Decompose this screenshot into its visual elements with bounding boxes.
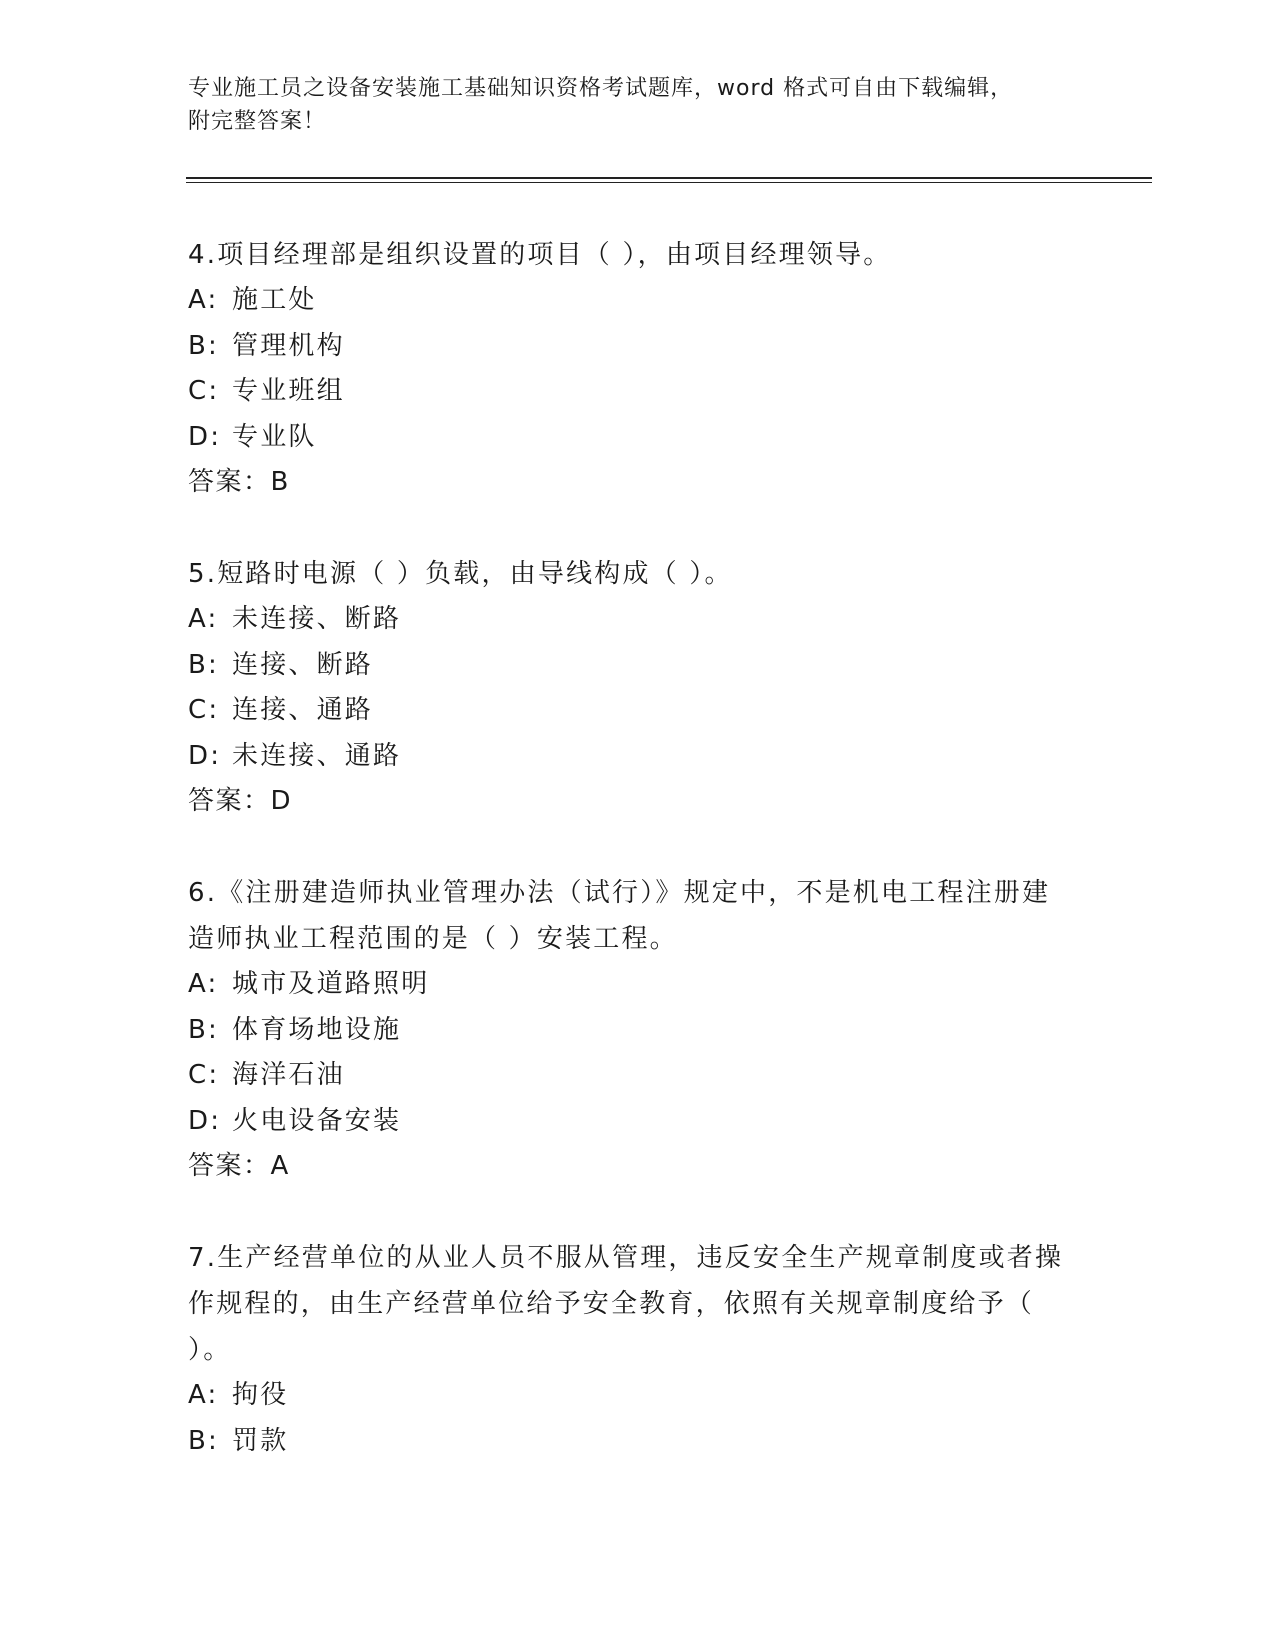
- option-a: [188, 1373, 1068, 1419]
- header-line-1: 专业施工员之设备安装施工基础知识资格考试题库，word 格式可自由下载编辑，: [188, 76, 1014, 101]
- option-letter: B:: [188, 649, 219, 680]
- header-rule-thick: [186, 177, 1152, 179]
- document-header: [188, 72, 1068, 138]
- option-text: 专业队: [232, 421, 317, 452]
- answer-line: 答案：D: [188, 786, 293, 816]
- option-b: [188, 643, 1068, 689]
- option-letter: D:: [188, 421, 222, 452]
- option-text: 罚款: [232, 1425, 289, 1456]
- option-letter: C:: [188, 376, 220, 406]
- option-text: 火电设备安装: [232, 1105, 402, 1136]
- question-list: [188, 232, 1068, 1510]
- option-letter: B:: [188, 1425, 219, 1456]
- option-a: [188, 962, 1068, 1008]
- option-c: [188, 688, 1068, 734]
- option-b: [188, 1419, 1068, 1465]
- option-text: 连接、通路: [232, 695, 374, 725]
- option-text: 未连接、通路: [232, 740, 402, 771]
- option-text: 连接、断路: [232, 649, 374, 680]
- option-text: 专业班组: [232, 376, 345, 406]
- option-c: [188, 1053, 1068, 1099]
- option-a: [188, 278, 1068, 324]
- option-a: [188, 597, 1068, 643]
- option-letter: B:: [188, 1014, 219, 1045]
- answer-line: 答案：B: [188, 467, 290, 497]
- option-text: 施工处: [232, 285, 317, 315]
- question-stem: 5.短路时电源（ ）负载，由导线构成（ ）。: [188, 559, 733, 589]
- header-rule-thin: [186, 182, 1152, 183]
- option-text: 体育场地设施: [232, 1014, 402, 1045]
- option-b: [188, 324, 1068, 370]
- question-stem: 7.生产经营单位的从业人员不服从管理，违反安全生产规章制度或者操作规程的，由生产经营单位给予安全教育，依照有关规章制度给予（ ）。: [188, 1243, 1064, 1365]
- question-4: [188, 232, 1068, 505]
- option-text: 管理机构: [232, 330, 345, 361]
- option-letter: C:: [188, 1060, 220, 1090]
- option-letter: B:: [188, 330, 219, 361]
- option-letter: C:: [188, 695, 220, 725]
- option-letter: D:: [188, 1105, 222, 1136]
- question-7: [188, 1235, 1068, 1464]
- option-letter: A:: [188, 604, 219, 634]
- option-c: [188, 369, 1068, 415]
- option-letter: A:: [188, 285, 219, 315]
- option-text: 城市及道路照明: [232, 969, 430, 999]
- answer-line: 答案：A: [188, 1151, 290, 1181]
- question-6: [188, 870, 1068, 1189]
- question-stem: 4.项目经理部是组织设置的项目（ ），由项目经理领导。: [188, 240, 892, 270]
- option-letter: A:: [188, 969, 219, 999]
- option-text: 未连接、断路: [232, 604, 402, 634]
- question-5: [188, 551, 1068, 824]
- header-line-2: 附完整答案！: [188, 109, 327, 134]
- option-d: [188, 1099, 1068, 1145]
- option-d: [188, 415, 1068, 461]
- option-b: [188, 1008, 1068, 1054]
- option-letter: A:: [188, 1380, 219, 1410]
- option-text: 拘役: [232, 1380, 289, 1410]
- question-stem: 6.《注册建造师执业管理办法（试行）》规定中，不是机电工程注册建造师执业工程范围的是（ ）安装工程。: [188, 878, 1051, 954]
- option-letter: D:: [188, 740, 222, 771]
- option-d: [188, 734, 1068, 780]
- option-text: 海洋石油: [232, 1060, 345, 1090]
